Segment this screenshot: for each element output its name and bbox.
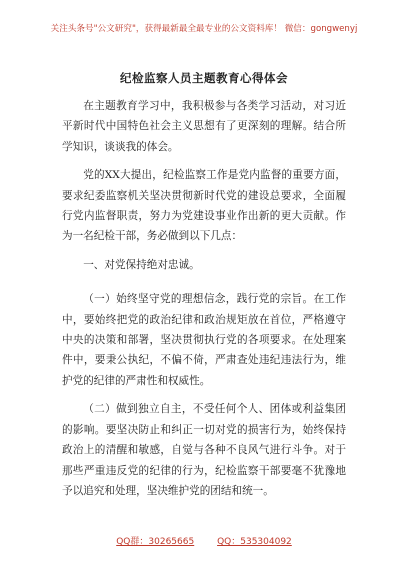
paragraph-point-2: （二）做到独立自主，不受任何个人、团体或利益集团的影响。要坚决防止和纠正一切对党的损害行为，始终保持政治上的清醒和敏感，自觉与各种不良风气进行斗争。对于那些严重违反党的纪律的行为，纪检监察干部要毫不犹豫地予以追究和处理，坚决维护党的团结和统一。 <box>62 403 346 497</box>
footer-qq-group: QQ群：30265665 <box>116 537 195 547</box>
footer-qq-contact: QQ：535304092 <box>217 537 292 547</box>
document-title: 纪检监察人员主题教育心得体会 <box>120 71 288 85</box>
paragraph-intro: 在主题教育学习中，我积极参与各类学习活动，对习近平新时代中国特色社会主义思想有了更深刻的理解。结合所学知识，谈谈我的体会。 <box>62 100 346 153</box>
section-heading-1: 一、对党保持绝对忠诚。 <box>83 258 200 271</box>
paragraph-background: 党的XX大提出，纪检监察工作是党内监督的重要方面，要求纪委监察机关坚决贯彻新时代党的建设总要求，全面履行党内监督职责，努力为党建设事业作出新的更大贡献。作为一名纪检干部，务必做到以下几点： <box>62 169 346 243</box>
document-body <box>62 96 346 509</box>
header-banner: 关注头条号"公文研究"，获得最新最全最专业的公文资料库！ 微信：gongwenyj <box>50 24 358 34</box>
paragraph-point-1: （一）始终坚守党的理想信念，践行党的宗旨。在工作中，要始终把党的政治纪律和政治规矩放在首位，严格遵守中央的决策和部署，坚决贯彻执行党的各项要求。在处理案件中，要秉公执纪，不偏不倚，严肃查处违纪违法行为，维护党的纪律的严肃性和权威性。 <box>62 293 346 387</box>
footer <box>0 534 408 547</box>
